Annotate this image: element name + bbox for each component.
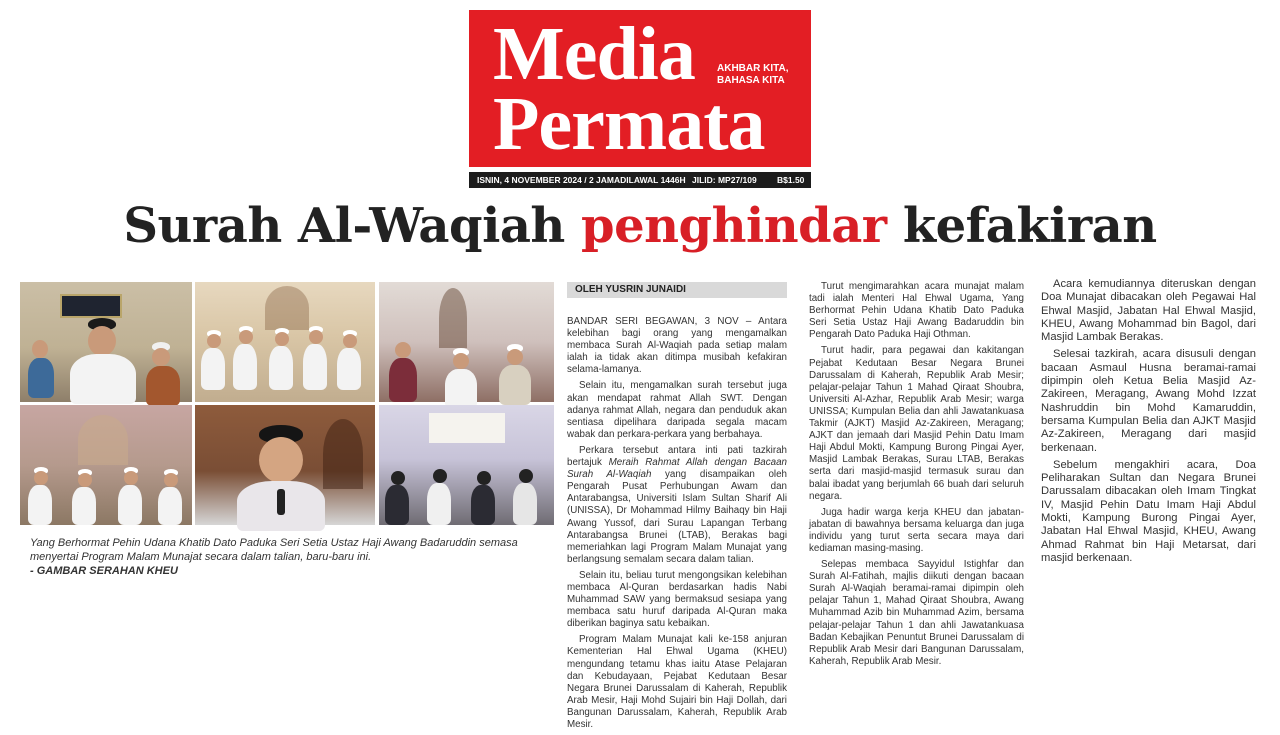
tazkirah-title: Meraih Rahmat Allah dengan Bacaan Surah Al-Waqiah: [567, 457, 788, 481]
masthead-line-media: Media: [493, 12, 695, 96]
article-paragraph: Selain itu, mengamalkan surah tersebut juga akan mendapat rahmat Allah SWT. Dengan adanya rahmat Allah, negara dan penduduk akan sentiasa dipelihara daripada segala macam wabak dan perkara-perkara yang berbahaya.: [567, 380, 787, 440]
article-paragraph: BANDAR SERI BEGAWAN, 3 NOV – Antara kelebihan bagi orang yang mengamalkan membaca Surah Al-Waqiah pada setiap malam ialah ia tidak akan ditimpa musibah kefakiran selama-lamanya.: [567, 316, 787, 376]
photo-caption: [30, 536, 555, 578]
article-paragraph: Juga hadir warga kerja KHEU dan jabatan-jabatan di bawahnya bersama keluarga dan juga individu yang turut serta secara maya dari kediaman masing-masing.: [809, 506, 1024, 554]
microphone-icon: [277, 489, 285, 515]
article-paragraph: Selesai tazkirah, acara disusuli dengan bacaan Asmaul Husna beramai-ramai dipimpin oleh Ketua Belia Masjid Az-Zakireen, Meragang, Awang Mohd Izzat Nashruddin bin Mohd Kamaruddin, bersama Kumpulan Belia dan AJKT Masjid Az-Zakireen, Meragang dari masjid berkenaan.: [1041, 348, 1256, 454]
headline-part-1: Surah Al-Waqiah: [123, 198, 565, 254]
article-paragraph: Turut hadir, para pegawai dan kakitangan Pejabat Kedutaan Besar Negara Brunei Darussalam di Kaherah, Republik Arab Mesir; pelajar-pelajar Tahun 1 Mahad Qiraat Shoubra, Universiti Al-Azhar, Republik Arab Mesir; warga UNISSA; Kumpulan Belia dan ahli Jawatankuasa Takmir (AJKT) Masjid Az-Zakireen, Meragang; AJKT dan jemaah dari Masjid Pehin Datu Imam Haji Abdul Mokti, Kampung Burong Pingai Ayer, Masjid Lambak Berakas, Surau LTAB, Berakas serta dari masjid-masjid termasuk surau dan balai ibadat yang berjumlah 66 buah dari seluruh negara.: [809, 345, 1024, 502]
article-paragraph: Selepas membaca Sayyidul Istighfar dan Surah Al-Fatihah, majlis diikuti dengan bacaan Surah Al-Waqiah beramai-ramai dipimpin oleh pelajar Tahun 1, Mahad Qiraat Shoubra, Awang Muhammad Azib bin Muhammad Azim, bersama pelajar-pelajar Tahun 1 dan ahli Jawatankuasa Badan Kebajikan Penuntut Brunei Darussalam di Republik Arab Mesir dari Bangunan Darussalam, Kaherah, Republik Arab Mesir.: [809, 559, 1024, 667]
article-paragraph: Turut mengimarahkan acara munajat malam tadi ialah Menteri Hal Ehwal Ugama, Yang Berhormat Pehin Udana Khatib Dato Paduka Seri Setia Ustaz Haji Awang Badaruddin bin Pengarah Dato Paduka Haji Othman.: [809, 281, 1024, 341]
article-column-2: [809, 281, 1024, 672]
masthead-logo: [469, 10, 811, 167]
article-paragraph: Sebelum mengakhiri acara, Doa Peliharakan Sultan dan Negara Brunei Darussalam dibacakan oleh Imam Tingkat IV, Masjid Pehin Datu Imam Haji Abdul Mokti, Kampung Burong Pingai Ayer, Jabatan Hal Ehwal Masjid, KHEU, Awang Ahmad Rahmat bin Haji Metarsat, dari masjid berkenaan.: [1041, 458, 1256, 564]
article-paragraph: Acara kemudiannya diteruskan dengan Doa Munajat dibacakan oleh Pegawai Hal Ehwal Masjid, Jabatan Hal Ehwal Masjid, KHEU, Awang Mohammad bin Bagol, dari Masjid Lambak Berakas.: [1041, 278, 1256, 344]
photo-speaker-tazkirah: [195, 405, 375, 525]
projector-screen: [429, 413, 505, 443]
byline: OLEH YUSRIN JUNAIDI: [567, 282, 787, 298]
chandelier-arch: [265, 286, 309, 330]
article-paragraph: [567, 445, 787, 566]
dateline-price: B$1.50: [777, 175, 805, 185]
grandfather-clock: [439, 288, 467, 348]
mihrab-arch: [78, 415, 128, 465]
headline-accent: penghindar: [581, 198, 887, 254]
paragraph-text: Perkara tersebut antara inti pati tazkirah bertajuk: [567, 444, 787, 469]
photo-credit: - GAMBAR SERAHAN KHEU: [30, 565, 178, 577]
article-column-1: [567, 316, 787, 735]
dateline-bar: [469, 172, 811, 188]
photo-mosque-congregation: [379, 282, 554, 402]
article-paragraph: Program Malam Munajat kali ke-158 anjuran Kementerian Hal Ehwal Ugama (KHEU) mengundang tetamu khas iaitu Atase Pelajaran dan Kebudayaan, Pejabat Kedutaan Besar Negara Brunei Darussalam di Kaherah, Republik Arab Mesir, Haji Mohd Sujairi bin Haji Dollah, dari Bangunan Darussalam, Kaherah, Republik Arab Mesir.: [567, 634, 787, 730]
masthead-line-permata: Permata: [493, 82, 765, 166]
article-headline: [0, 194, 1280, 258]
photo-surau-gathering: [20, 405, 192, 525]
mosque-minbar: [323, 419, 363, 489]
calligraphy-plaque: [60, 294, 122, 318]
masthead-tagline-1: AKHBAR KITA,: [717, 63, 789, 74]
photo-minister-at-home: [20, 282, 192, 402]
caption-text: Yang Berhormat Pehin Udana Khatib Dato Paduka Seri Setia Ustaz Haji Awang Badaruddin semasa menyertai Program Malam Munajat secara dalam talian, baru-baru ini.: [30, 537, 518, 563]
paragraph-text: yang disampaikan oleh Pengarah Pusat Perhubungan Awam dan Antarabangsa, Universiti Islam Sultan Sharif Ali (UNISSA), Dr Mohammad Hilmy Baihaqy bin Haji Awang Yussof, dari Surau Lapangan Terbang Antarabangsa Brunei (LTAB), Berakas bagi memeriahkan lagi Program Malam Munajat yang berlangsung semalam secara dalam talian.: [567, 469, 788, 565]
photo-online-participants: [379, 405, 554, 525]
headline-part-2: kefakiran: [902, 198, 1157, 254]
dateline-issue: JILID: MP27/109: [692, 175, 757, 185]
dateline-date: ISNIN, 4 NOVEMBER 2024 / 2 JAMADILAWAL 1446H: [477, 175, 686, 185]
photo-students-reciting: [195, 282, 375, 402]
masthead-tagline-2: BAHASA KITA: [717, 75, 785, 86]
article-paragraph: Selain itu, beliau turut mengongsikan kelebihan membaca Al-Quran berdasarkan hadis Nabi Muhammad SAW yang bermaksud sesiapa yang membaca satu huruf daripada Al-Quran maka diberikan baginya satu kebaikan.: [567, 569, 787, 630]
article-column-3: [1041, 278, 1256, 569]
